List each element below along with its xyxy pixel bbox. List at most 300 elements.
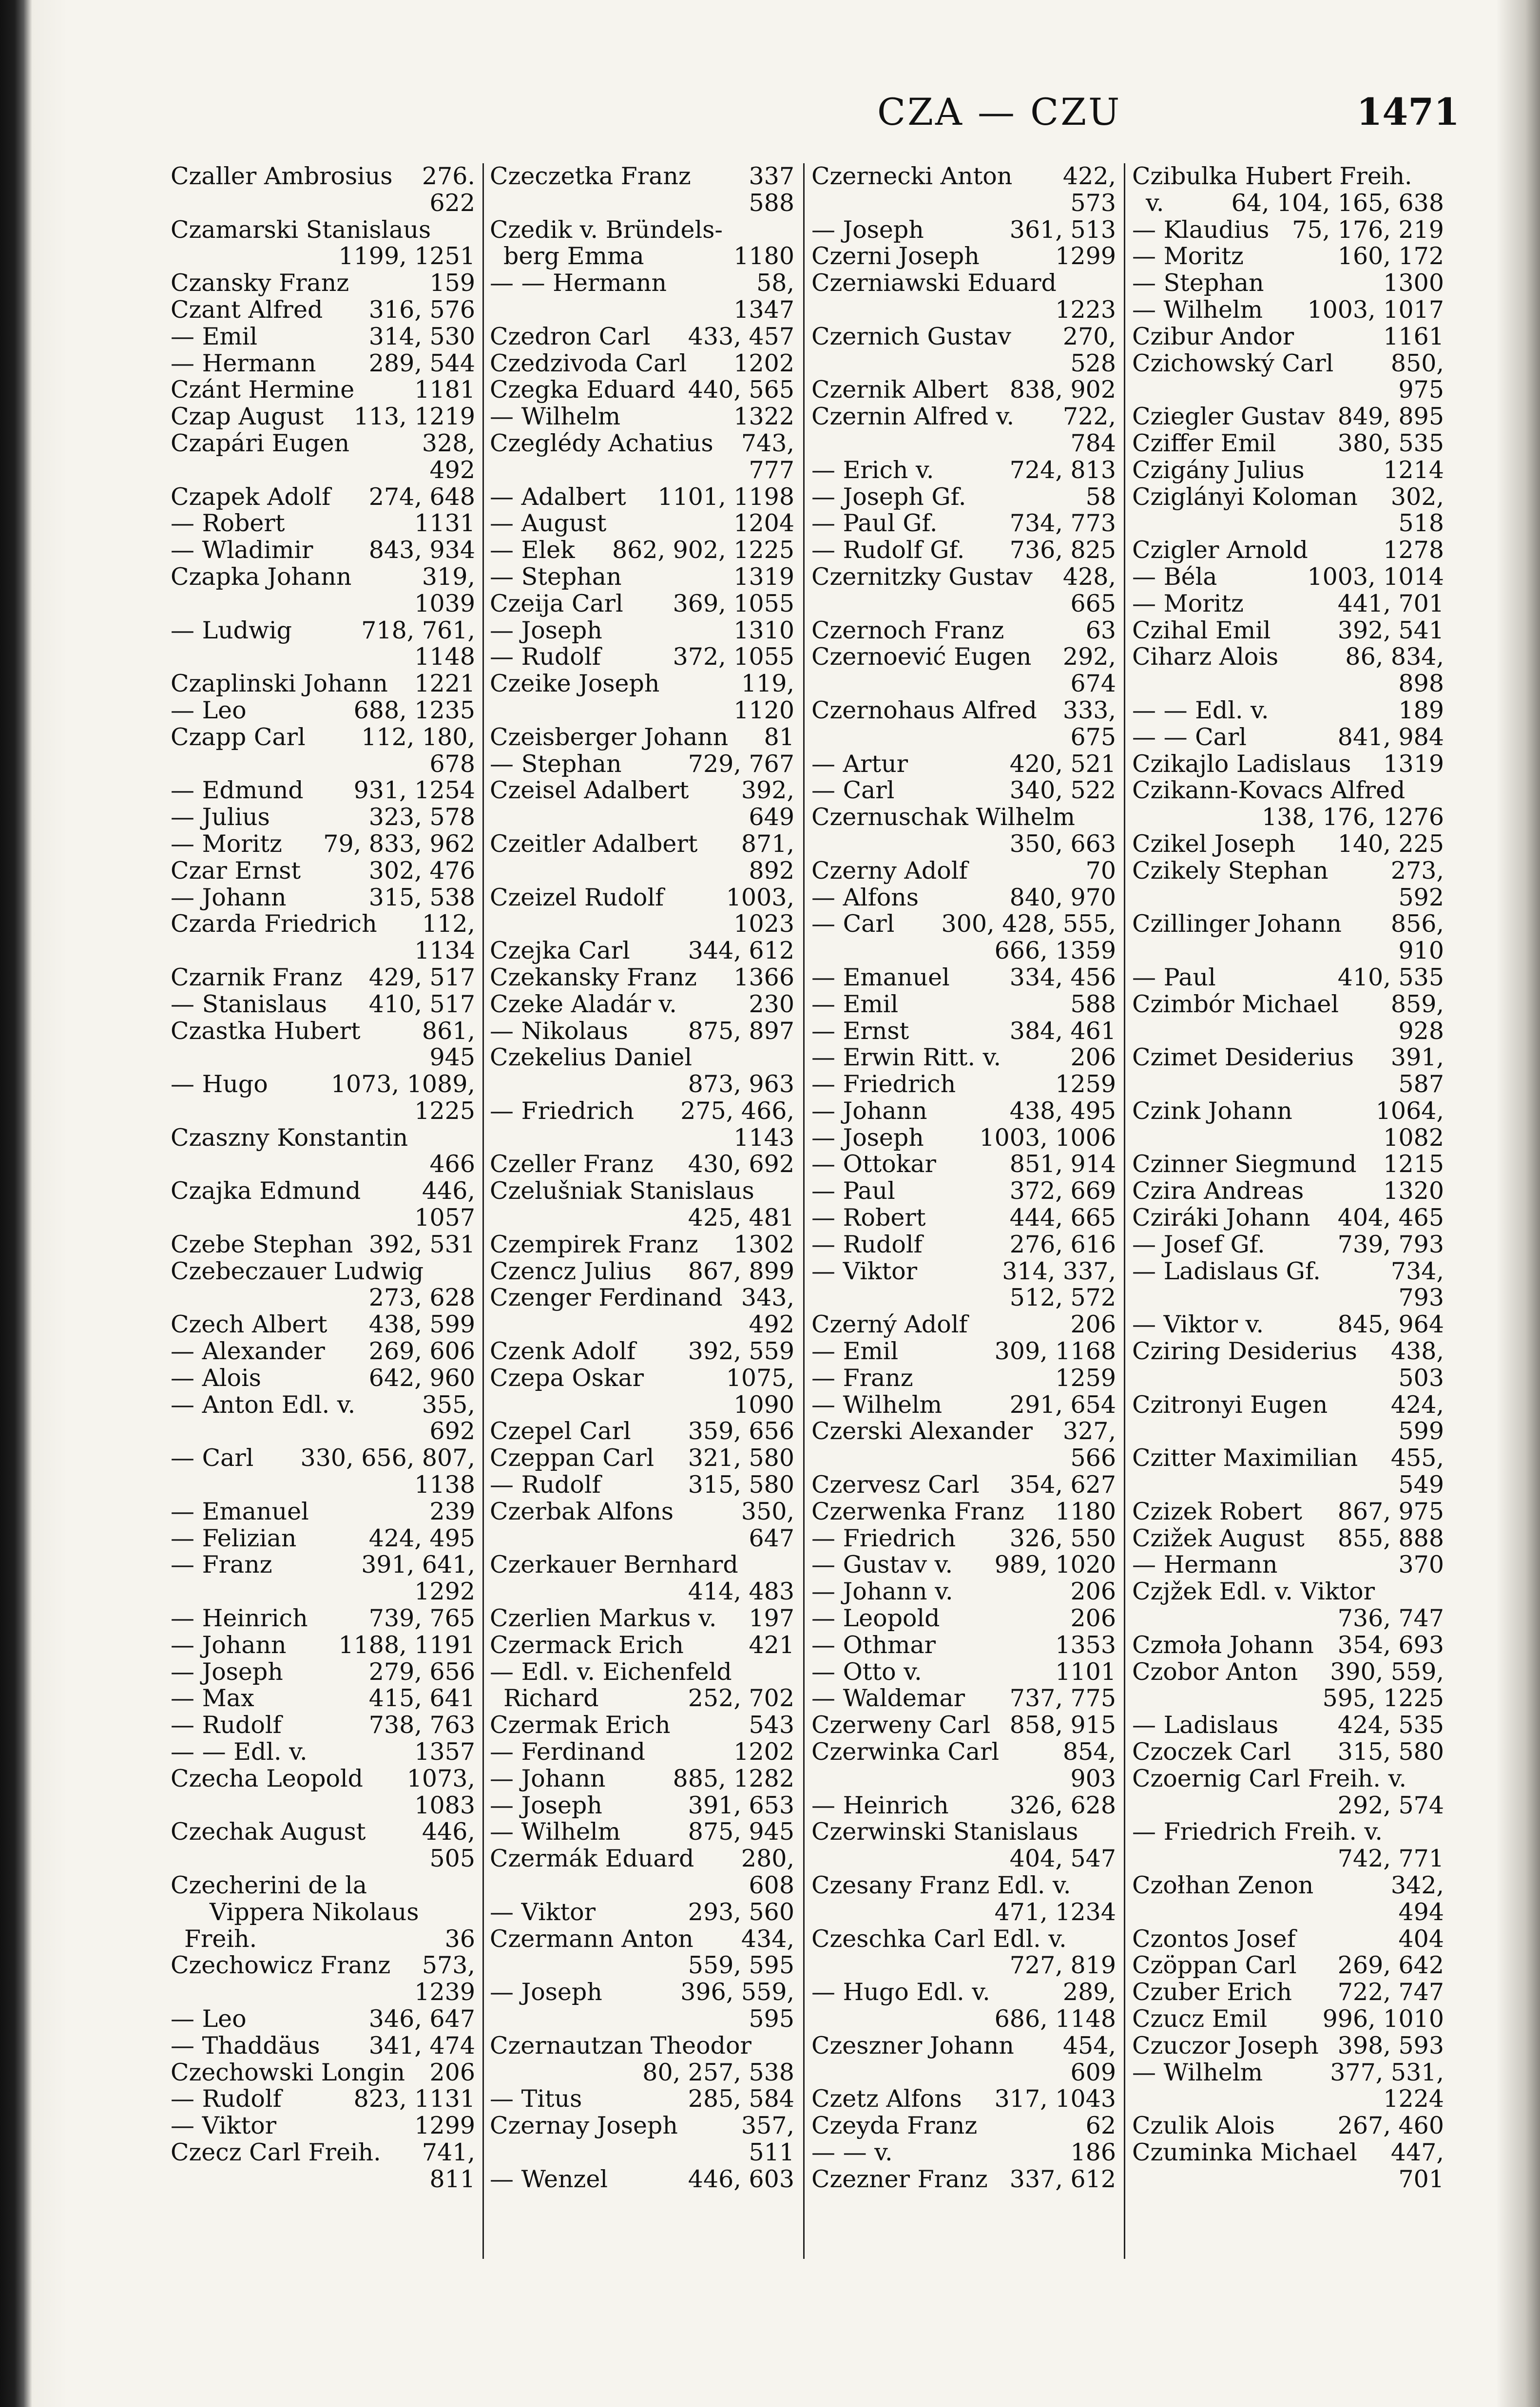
index-entry	[811, 1525, 1116, 1552]
entry-pages-continued: 1224	[1383, 2085, 1444, 2113]
entry-pages: 989, 1020	[994, 1551, 1116, 1579]
entry-pages: 337	[749, 162, 794, 190]
entry-pages: 543	[749, 1711, 794, 1739]
index-entry-heading: Czekelius Daniel	[490, 1043, 693, 1072]
entry-pages-continued: 518	[1398, 509, 1444, 538]
entry-pages: 438, 495	[1009, 1097, 1116, 1125]
entry-pages: 315, 538	[368, 883, 475, 911]
entry-name: — Joseph	[490, 616, 602, 644]
entry-name: Czerni Joseph	[811, 242, 980, 270]
index-entry	[171, 2033, 475, 2060]
page-header	[171, 90, 1464, 144]
entry-name: Czedzivoda Carl	[490, 349, 687, 377]
entry-pages: 392, 559	[688, 1337, 794, 1366]
entry-name: Czillinger Johann	[1132, 910, 1342, 938]
index-entry-heading: Czjžek Edl. v. Viktor	[1132, 1578, 1375, 1606]
index-entry	[490, 1018, 794, 1045]
entry-pages: 885, 1282	[673, 1764, 794, 1792]
entry-name: Czulik Alois	[1132, 2112, 1275, 2140]
entry-name: — August	[490, 509, 607, 538]
entry-name: — Johann v.	[811, 1578, 953, 1606]
entry-name: — Paul	[811, 1177, 895, 1205]
index-entry	[1132, 1258, 1444, 1285]
index-entry	[811, 964, 1116, 991]
entry-pages-continued: 592	[1398, 883, 1444, 911]
entry-pages: 996, 1010	[1322, 2004, 1444, 2033]
entry-pages: 875, 897	[688, 1017, 794, 1045]
entry-name: Czernay Joseph	[490, 2112, 678, 2140]
entry-pages: 270,	[1062, 322, 1116, 350]
index-entry	[1132, 831, 1444, 858]
index-column-4	[1132, 163, 1444, 2259]
entry-name: Czecz Carl Freih.	[171, 2138, 381, 2166]
entry-name: — Titus	[490, 2085, 582, 2113]
entry-pages: 309, 1168	[994, 1337, 1116, 1366]
entry-pages: 392,	[741, 776, 794, 805]
entry-name: Czinner Siegmund	[1132, 1150, 1357, 1178]
index-entry	[171, 991, 475, 1018]
index-entry	[811, 1258, 1116, 1285]
entry-pages: 446,	[422, 1818, 475, 1846]
entry-pages: 1214	[1383, 456, 1444, 484]
entry-name: — Felizian	[171, 1524, 297, 1552]
index-entry	[171, 2086, 475, 2113]
index-entry	[811, 1178, 1116, 1205]
index-entry	[811, 1018, 1116, 1045]
entry-pages-continued: 503	[1398, 1364, 1444, 1392]
entry-pages: 239	[429, 1497, 475, 1525]
entry-pages: 1064,	[1375, 1097, 1444, 1125]
entry-pages: 58,	[756, 269, 794, 297]
entry-name: Czoczek Carl	[1132, 1738, 1291, 1766]
index-entry	[811, 324, 1116, 350]
entry-name: Czarnik Franz	[171, 963, 343, 991]
entry-pages: 862, 902, 1225	[612, 536, 794, 564]
entry-pages: 410, 517	[368, 990, 475, 1018]
entry-pages: 722, 747	[1337, 1978, 1444, 2006]
entry-pages: 741,	[422, 2138, 475, 2166]
entry-name: — Hugo Edl. v.	[811, 1978, 990, 2006]
entry-name: — Emanuel	[811, 963, 950, 991]
index-entry	[1132, 1739, 1444, 1766]
entry-name: — Johann	[490, 1764, 606, 1792]
index-entry	[490, 885, 794, 911]
entry-pages: 1353	[1055, 1631, 1116, 1659]
entry-pages: 424, 495	[368, 1524, 475, 1552]
entry-name: Czermack Erich	[490, 1631, 684, 1659]
entry-pages-continued: 1057	[414, 1204, 475, 1232]
entry-pages: 1073,	[406, 1764, 475, 1792]
entry-name: Czermak Erich	[490, 1711, 671, 1739]
entry-name: — Julius	[171, 803, 270, 831]
entry-pages-continued: 701	[1398, 2165, 1444, 2193]
index-entry	[811, 644, 1116, 671]
index-entry	[1132, 1632, 1444, 1659]
entry-pages: 421	[749, 1631, 794, 1659]
index-entry	[811, 1979, 1116, 2006]
index-entry	[171, 2139, 475, 2166]
entry-pages: 1320	[1383, 1177, 1444, 1205]
entry-pages-continued: 1292	[414, 1578, 475, 1606]
entry-name: — Robert	[811, 1204, 926, 1232]
index-column-2	[490, 163, 794, 2259]
entry-pages: 1003, 1014	[1307, 562, 1444, 591]
entry-pages: 1003, 1006	[979, 1123, 1116, 1152]
index-entry	[811, 1579, 1116, 1605]
entry-name: Czuber Erich	[1132, 1978, 1292, 2006]
column-divider	[803, 163, 805, 2259]
entry-name: Czant Alfred	[171, 295, 323, 324]
entry-name: — Joseph	[490, 1791, 602, 1819]
entry-pages: 422,	[1062, 162, 1116, 190]
entry-pages: 63	[1085, 616, 1116, 644]
index-entry	[490, 724, 794, 751]
entry-pages: 867, 975	[1337, 1497, 1444, 1525]
entry-pages-continued: 903	[1070, 1764, 1116, 1792]
entry-name: Czenger Ferdinand	[490, 1284, 723, 1312]
entry-name: — Hermann	[171, 349, 316, 377]
entry-pages-continued: 777	[749, 456, 794, 484]
entry-pages: 337, 612	[1009, 2165, 1116, 2193]
entry-pages: 75, 176, 219	[1292, 215, 1444, 244]
entry-pages: 1302	[733, 1230, 794, 1258]
index-entry	[171, 1311, 475, 1338]
entry-name: Czermák Eduard	[490, 1845, 694, 1873]
entry-name: Czernin Alfred v.	[811, 403, 1015, 431]
entry-name: — Franz	[171, 1551, 272, 1579]
entry-name: Czerski Alexander	[811, 1417, 1033, 1445]
index-entry-heading: Czesany Franz Edl. v.	[811, 1871, 1071, 1899]
entry-pages-continued: 928	[1398, 1017, 1444, 1045]
index-entry	[1132, 858, 1444, 885]
index-entry	[490, 617, 794, 644]
entry-name: Czap August	[171, 403, 324, 431]
entry-name: Czichowský Carl	[1132, 349, 1334, 377]
entry-pages: 849, 895	[1337, 403, 1444, 431]
index-entry	[811, 751, 1116, 778]
entry-name: Czencz Julius	[490, 1257, 652, 1285]
index-entry	[1132, 1499, 1444, 1525]
index-entry	[1132, 1926, 1444, 1953]
entry-pages: 321, 580	[688, 1444, 794, 1472]
entry-pages-continued: 573	[1070, 189, 1116, 217]
entry-pages-continued: 1134	[414, 937, 475, 965]
index-entry	[490, 484, 794, 511]
entry-name: — Adalbert	[490, 482, 626, 511]
entry-name: Czeke Aladár v.	[490, 990, 677, 1018]
entry-name: — Leo	[171, 696, 247, 724]
entry-name: — Erwin Ritt. v.	[811, 1043, 1001, 1072]
entry-name: — Ottokar	[811, 1150, 936, 1178]
entry-pages-continued: 1138	[414, 1471, 475, 1499]
entry-pages-continued: 1239	[414, 1978, 475, 2006]
index-entry-heading: Czaszny Konstantin	[171, 1123, 408, 1152]
entry-name: Czastka Hubert	[171, 1017, 361, 1045]
entry-name: — Ernst	[811, 1017, 909, 1045]
entry-pages: 326, 628	[1009, 1791, 1116, 1819]
entry-pages-continued: 975	[1398, 376, 1444, 404]
entry-pages: 391,	[1390, 1043, 1444, 1072]
entry-pages-continued: 609	[1070, 2058, 1116, 2086]
index-entry	[1132, 697, 1444, 724]
entry-pages: 314, 337,	[1002, 1257, 1116, 1285]
entry-name: — Joseph	[490, 1978, 602, 2006]
index-entry	[811, 1712, 1116, 1739]
entry-name: — Gustav v.	[811, 1551, 953, 1579]
entry-pages-continued: 425, 481	[688, 1204, 794, 1232]
index-entry	[171, 858, 475, 885]
entry-name: — Edmund	[171, 776, 304, 805]
index-entry	[490, 991, 794, 1018]
index-entry	[171, 430, 475, 457]
entry-pages-continued: 511	[749, 2138, 794, 2166]
index-entry	[171, 564, 475, 591]
index-entry	[171, 1926, 475, 1953]
index-entry	[1132, 190, 1444, 217]
index-entry	[811, 2139, 1116, 2166]
entry-pages-continued: 492	[749, 1310, 794, 1339]
index-entry	[490, 564, 794, 591]
entry-name: Czaller Ambrosius	[171, 162, 393, 190]
entry-name: — Heinrich	[171, 1604, 308, 1633]
entry-pages: 269, 606	[368, 1337, 475, 1366]
entry-pages-continued: 492	[429, 456, 475, 484]
entry-pages: 931, 1254	[353, 776, 475, 805]
index-entry	[1132, 1205, 1444, 1232]
entry-name: — Anton Edl. v.	[171, 1390, 356, 1419]
entry-pages: 433, 457	[688, 322, 794, 350]
entry-pages-continued: 811	[429, 2165, 475, 2193]
index-entry	[1132, 1311, 1444, 1338]
entry-name: — Emil	[811, 1337, 899, 1366]
entry-name: Czigler Arnold	[1132, 536, 1308, 564]
entry-pages: 838, 902	[1009, 376, 1116, 404]
entry-name: — Hugo	[171, 1070, 268, 1098]
entry-name: — Johann	[171, 883, 287, 911]
index-entry	[171, 163, 475, 190]
index-entry	[811, 777, 1116, 804]
entry-name: — Klaudius	[1132, 215, 1270, 244]
entry-pages-continued: 873, 963	[688, 1070, 794, 1098]
entry-name-continued: Vippera Nikolaus	[210, 1898, 419, 1926]
entry-name: — Rudolf	[811, 1230, 923, 1258]
entry-pages-continued: 414, 483	[688, 1578, 794, 1606]
entry-name: Czeike Joseph	[490, 670, 660, 698]
index-entry	[1132, 2139, 1444, 2166]
index-entry	[490, 1151, 794, 1178]
index-entry	[1132, 564, 1444, 591]
entry-pages: 340, 522	[1009, 776, 1116, 805]
index-entry	[1132, 1659, 1444, 1686]
entry-pages: 112, 180,	[361, 723, 475, 751]
entry-pages: 1161	[1383, 322, 1444, 350]
entry-pages: 722,	[1062, 403, 1116, 431]
entry-name: — Stanislaus	[171, 990, 327, 1018]
entry-pages-continued: 793	[1398, 1284, 1444, 1312]
entry-name: Czikely Stephan	[1132, 856, 1328, 885]
entry-name: Czeija Carl	[490, 589, 623, 617]
index-entry	[171, 1766, 475, 1792]
entry-name: Czobor Anton	[1132, 1657, 1298, 1686]
entry-pages-continued: 1225	[414, 1097, 475, 1125]
index-entry-heading: — Edl. v. Eichenfeld	[490, 1657, 732, 1686]
entry-pages-continued: 1083	[414, 1791, 475, 1819]
entry-name: Czira Andreas	[1132, 1177, 1304, 1205]
entry-name: Czimet Desiderius	[1132, 1043, 1354, 1072]
index-entry	[811, 2166, 1116, 2193]
index-entry	[1132, 964, 1444, 991]
entry-pages: 354, 693	[1337, 1631, 1444, 1659]
index-entry	[811, 911, 1116, 938]
entry-pages: 289,	[1062, 1978, 1116, 2006]
index-entry	[1132, 1952, 1444, 1979]
entry-name: Czitronyi Eugen	[1132, 1390, 1328, 1419]
entry-pages: 140, 225	[1337, 829, 1444, 858]
index-entry	[1132, 1232, 1444, 1258]
entry-name: — Erich v.	[811, 456, 934, 484]
entry-pages: 441, 701	[1337, 589, 1444, 617]
entry-name: — Othmar	[811, 1631, 936, 1659]
entry-pages: 344, 612	[688, 937, 794, 965]
index-entry	[490, 510, 794, 537]
entry-pages: 384, 461	[1009, 1017, 1116, 1045]
entry-pages-continued: 666, 1359	[994, 937, 1116, 965]
entry-pages: 319,	[422, 562, 475, 591]
entry-pages-continued: 273, 628	[368, 1284, 475, 1312]
index-entry	[171, 804, 475, 831]
entry-name: Czitter Maximilian	[1132, 1444, 1358, 1472]
entry-pages: 1181	[414, 376, 475, 404]
entry-pages: 737, 775	[1009, 1684, 1116, 1713]
index-entry	[811, 1338, 1116, 1365]
entry-pages-continued: 1023	[733, 910, 794, 938]
index-entry	[171, 1392, 475, 1419]
index-entry	[171, 2006, 475, 2033]
entry-pages: 404, 465	[1337, 1204, 1444, 1232]
index-entry	[490, 2113, 794, 2139]
index-entry	[490, 777, 794, 804]
entry-name: Czizek Robert	[1132, 1497, 1302, 1525]
entry-pages: 1215	[1383, 1150, 1444, 1178]
entry-pages: 315, 580	[688, 1471, 794, 1499]
index-entry	[1132, 270, 1444, 297]
entry-pages: 738, 763	[368, 1711, 475, 1739]
index-entry	[1132, 591, 1444, 617]
entry-pages-continued: 1223	[1055, 295, 1116, 324]
entry-name: Czernitzky Gustav	[811, 562, 1033, 591]
entry-pages-continued: 649	[749, 803, 794, 831]
index-entry	[171, 1178, 475, 1205]
entry-pages: 1003, 1017	[1307, 295, 1444, 324]
index-entry	[1132, 1338, 1444, 1365]
entry-name: Czeizel Rudolf	[490, 883, 664, 911]
entry-pages: 1259	[1055, 1070, 1116, 1098]
index-entry	[490, 1792, 794, 1819]
entry-pages: 206	[429, 2058, 475, 2086]
entry-name: — Wladimir	[171, 536, 313, 564]
index-entry	[171, 404, 475, 430]
entry-name: Czerný Adolf	[811, 1310, 968, 1339]
index-entry	[490, 751, 794, 778]
index-entry	[811, 1125, 1116, 1152]
index-entry-heading: Czamarski Stanislaus	[171, 215, 431, 244]
index-entry	[1132, 1872, 1444, 1899]
entry-pages-continued: 404, 547	[1009, 1845, 1116, 1873]
index-entry	[1132, 724, 1444, 751]
column-divider	[1124, 163, 1125, 2259]
entry-name: Czermann Anton	[490, 1925, 693, 1953]
index-entry	[811, 1392, 1116, 1419]
entry-name: — Carl	[811, 910, 895, 938]
index-entry	[1132, 484, 1444, 511]
index-entry	[171, 377, 475, 404]
index-entry	[171, 964, 475, 991]
index-entry-heading: Czelušniak Stanislaus	[490, 1177, 754, 1205]
index-entry	[171, 671, 475, 697]
entry-pages-continued: 727, 819	[1009, 1951, 1116, 1980]
entry-pages: 334, 456	[1009, 963, 1116, 991]
entry-name: — Béla	[1132, 562, 1217, 591]
index-entry	[811, 1098, 1116, 1125]
entry-name: — Robert	[171, 509, 285, 538]
entry-name: Czigány Julius	[1132, 456, 1305, 484]
index-entry	[171, 1365, 475, 1392]
entry-pages-continued: 1143	[733, 1123, 794, 1152]
entry-pages: 323, 578	[368, 803, 475, 831]
index-entry	[490, 1605, 794, 1632]
index-entry	[490, 2086, 794, 2113]
entry-name: Czansky Franz	[171, 269, 349, 297]
entry-name: Ciharz Alois	[1132, 643, 1279, 671]
index-entry	[811, 457, 1116, 484]
entry-name: Czezner Franz	[811, 2165, 988, 2193]
entry-pages-continued: 566	[1070, 1444, 1116, 1472]
entry-pages-continued: 686, 1148	[994, 2004, 1116, 2033]
entry-name: — Leopold	[811, 1604, 940, 1633]
entry-name: — Friedrich	[811, 1524, 956, 1552]
index-entry	[171, 2113, 475, 2139]
index-entry	[490, 537, 794, 564]
index-entry-heading: Czerniawski Eduard	[811, 269, 1057, 297]
entry-pages: 854,	[1062, 1738, 1116, 1766]
entry-name: Czernoević Eugen	[811, 643, 1032, 671]
entry-name: — Alois	[171, 1364, 261, 1392]
entry-name: — Josef Gf.	[1132, 1230, 1265, 1258]
entry-name: — — Carl	[1132, 723, 1247, 751]
entry-name: — Joseph	[811, 215, 924, 244]
index-entry	[1132, 2113, 1444, 2139]
entry-name: Czech Albert	[171, 1310, 327, 1339]
entry-name: — Johann	[171, 1631, 287, 1659]
entry-pages: 112,	[422, 910, 475, 938]
index-entry	[811, 1472, 1116, 1499]
entry-pages: 355,	[422, 1390, 475, 1419]
index-entry	[171, 1071, 475, 1098]
entry-name: — — Edl. v.	[1132, 696, 1269, 724]
entry-pages: 1300	[1383, 269, 1444, 297]
entry-pages: 36	[444, 1925, 475, 1953]
entry-pages-continued: 588	[749, 189, 794, 217]
entry-pages: 206	[1070, 1578, 1116, 1606]
entry-name: — Franz	[811, 1364, 913, 1392]
index-entry	[171, 1819, 475, 1846]
entry-pages: 1319	[733, 562, 794, 591]
entry-name: — Moritz	[171, 829, 282, 858]
entry-name: Czepel Carl	[490, 1417, 631, 1445]
index-entry	[1132, 430, 1444, 457]
index-entry	[811, 617, 1116, 644]
index-entry	[490, 1739, 794, 1766]
